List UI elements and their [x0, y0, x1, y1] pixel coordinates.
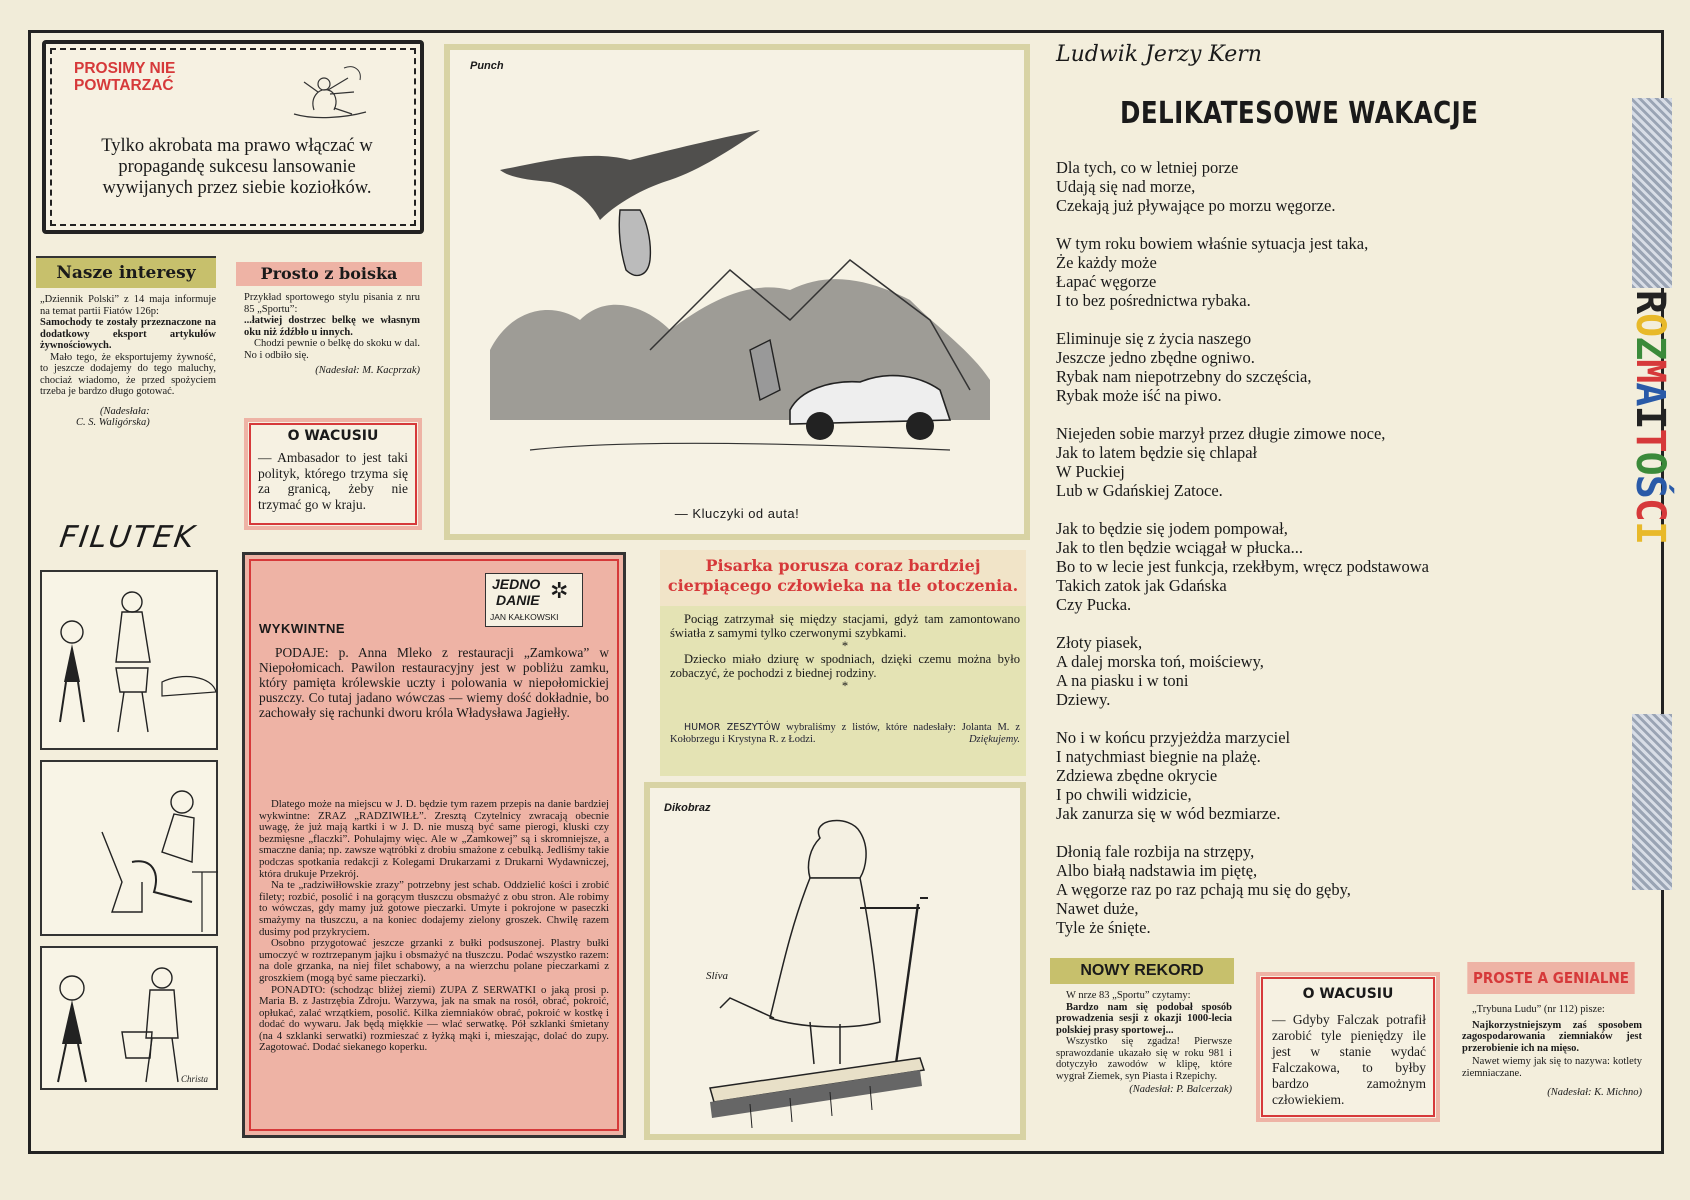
proste-genialne-sender: (Nadesłał: K. Michno) [1547, 1087, 1642, 1098]
humor-separator-1: * [841, 639, 849, 653]
rozmaitosci-letter: M [1627, 359, 1673, 383]
prosto-z-boiska-body: Chodzi pewnie o belkę do skoku w dal. No i odbiło się. [244, 338, 420, 361]
nowy-rekord-body: Wszystko się zgadza! Pierwsze sprawozdanie ukazało się w roku 981 i dotyczyło zawodów w klipę, które wygrał Ziemek, syn Piasta i Rzepichy. [1056, 1036, 1232, 1082]
jedno-danie-box [242, 552, 626, 1138]
poem-line: I to bez pośrednictwa rybaka. [1056, 291, 1251, 310]
prosto-z-boiska-section [236, 262, 424, 412]
poem-line: Łapać węgorze [1056, 272, 1157, 291]
filutek-logo: FILUTEK [57, 520, 199, 555]
proste-genialne-intro: „Trybuna Ludu” (nr 112) pisze: [1472, 1004, 1605, 1015]
poem-line: Zdziewa zbędne okrycie [1056, 766, 1218, 785]
jedno-danie-logo-line1: JEDNO [492, 576, 541, 592]
poem-line: Jak to latem będzie się chlapał [1056, 443, 1258, 462]
dikobraz-drawing [690, 808, 990, 1138]
poem-line: Rybak może iść na piwo. [1056, 386, 1222, 405]
jedno-danie-para1: Dlatego może na miejscu w J. D. będzie tym razem przepis na danie bardziej wykwintne: ZRAZ „RADZIWIŁŁ”. Zresztą Czytelnicy zwracają obecnie uwagę, że już mają kartki i w J. D. nie muszą być same pierogi, kluski czy bezmięsne „flaczki”. Pohulajmy więc. Ale w „Zamkowej” są i skromniejsze, a smaczne dania; np. zawsze wątróbki z drobiu smażone z cebulką. Jedliśmy takie podczas spotkania redakcji z Kolegami Drukarzami z Drukarni Wydawniczej, która drukuje Przekrój. [259, 798, 609, 880]
dikobraz-source: Dikobraz [664, 802, 711, 814]
humor-thanks: Dziękujemy. [968, 733, 1020, 745]
rozmaitosci-letter: I [1627, 405, 1673, 429]
filutek-panel-2-drawing [42, 762, 218, 936]
poem-line: Dłonią fale rozbija na strzępy, [1056, 842, 1255, 861]
proste-genialne-title: PROSTE A GENIALNE [1467, 962, 1634, 994]
filutek-panel-2 [40, 760, 218, 936]
poem-line: Jeszcze jedno zbędne ogniwo. [1056, 348, 1255, 367]
wacusiu-box-1 [244, 418, 422, 530]
wacusiu-2-title: O WACUSIU [1302, 986, 1394, 1002]
punch-caption: — Kluczyki od auta! [674, 506, 800, 521]
poem-line: Jak to będzie się jodem pompował, [1056, 519, 1288, 538]
filutek-panel-3 [40, 946, 218, 1090]
poem-stanza-7 [1056, 728, 1576, 823]
rozmaitosci-letter: Ś [1627, 474, 1673, 498]
humor-item-2: Dziecko miało dziurę w spodniach, dzięki czemu można było zobaczyć, że pochodzi z biednej rodziny. [670, 652, 1020, 680]
nasze-interesy-sender-name: C. S. Waligórska) [76, 417, 150, 428]
prosto-z-boiska-title: Prosto z boiska [236, 262, 422, 286]
nasze-interesy-title: Nasze interesy [36, 256, 216, 288]
poem-line: A węgorze raz po raz pchają mu się do gęby, [1056, 880, 1351, 899]
rozmaitosci-letter: C [1627, 497, 1673, 521]
punch-cartoon [444, 44, 1030, 540]
acrobat-drawing [274, 58, 384, 124]
humor-footer-text: wybraliśmy z listów, które nadesłały: Jolanta M. z Kołobrzegu i Krystyna R. z Łodzi. [670, 722, 1021, 745]
dikobraz-signature: Slíva [706, 970, 728, 982]
humor-separator-2: * [841, 679, 849, 693]
poem-stanza-8 [1056, 842, 1576, 937]
prosimy-box [42, 40, 424, 234]
wacusiu-box-2 [1256, 972, 1440, 1122]
poem-stanza-1 [1056, 158, 1576, 215]
rozmaitosci-bottom-bar [1632, 714, 1672, 890]
prosto-z-boiska-sender: (Nadesłał: M. Kacprzak) [315, 365, 420, 376]
punch-drawing [470, 90, 1010, 490]
poem-line: Rybak nam niepotrzebny do szczęścia, [1056, 367, 1312, 386]
rozmaitosci-letter: Z [1627, 336, 1673, 360]
filutek-panel-1 [40, 570, 218, 750]
jedno-danie-title: WYKWINTNE [259, 621, 346, 636]
poem-line: Czekają już pływające po morzu węgorze. [1056, 196, 1336, 215]
punch-source: Punch [470, 60, 504, 72]
rozmaitosci-letter: O [1627, 313, 1673, 337]
nowy-rekord-title: NOWY REKORD [1050, 958, 1234, 984]
poem-line: Niejeden sobie marzył przez długie zimowe noce, [1056, 424, 1386, 443]
rozmaitosci-letter: R [1627, 290, 1673, 314]
jedno-danie-lead: PODAJE: p. Anna Mleko z restauracji „Zamkowa” w Niepołomicach. Pawilon restauracyjny jest w pobliżu zamku, który pamięta królewskie uczty i polowania w niepołomickiej puszczy. Co tutaj jadano wówczas — wiemy dość dokładnie, bo zachowały się rachunki dworu króla Władysława Jagiełły. [259, 645, 609, 721]
prosimy-title-line2: POWTARZAĆ [74, 77, 174, 94]
wacusiu-1-text: — Ambasador to jest taki polityk, którego trzyma się za granicą, żeby nie trzymać go w kraju. [258, 450, 408, 512]
jedno-danie-para4: PONADTO: (schodząc bliżej ziemi) ZUPA Z SERWATKI o jaką prosi p. Maria B. z Jastrzębia Zdroju. Warzywa, jak na smak na rosół, obrać, pokroić, opłukać, zalać wrzątkiem, posolić. Kilka ziemniaków obrać, pokroić w kostkę i dodać do wywaru. Jak będą miękkie — wlać serwatkę. Pół szklanki śmietany (na 4 szklanki serwatki) rozmieszać z łyżką mąki i, mieszając, dolać do zupy. Zagotować. Dodać siekanego koperku. [259, 983, 609, 1054]
poem-stanza-4 [1056, 424, 1576, 500]
filutek-panel-3-drawing [42, 948, 218, 1090]
prosto-z-boiska-intro: Przykład sportowego stylu pisania z nru 85 „Sportu”: [244, 292, 420, 315]
humor-title: Pisarka porusza coraz bardziej cierpiącego człowieka na tle otoczenia. [660, 550, 1026, 606]
nasze-interesy-body: Mało tego, że eksportujemy żywność, to jeszcze dodajemy do tego maluchy, chociaż wiadomo, że przed spożyciem trzeba je bardzo długo gotować. [40, 351, 216, 397]
poem-line: Czy Pucka. [1056, 595, 1132, 614]
poem-line: Jak zanurza się w wód bezmiarze. [1056, 804, 1281, 823]
prosimy-title-line1: PROSIMY NIE [74, 60, 176, 77]
poem-line: W tym roku bowiem właśnie sytuacja jest taka, [1056, 234, 1369, 253]
nasze-interesy-sender-label: (Nadesłała: [100, 405, 150, 417]
poem-line: Jak to tlen będzie wciągał w płucka... [1056, 538, 1303, 557]
nowy-rekord-section [1050, 958, 1236, 1142]
prosimy-text: Tylko akrobata ma prawo włączać w propagandę sukcesu lansowanie wywijanych przez siebie koziołków. [101, 136, 373, 198]
humor-item-1: Pociąg zatrzymał się między stacjami, gdyż tam zamontowano światła z samymi tylko czerwonymi szybkami. [670, 612, 1020, 640]
poem-line: Dla tych, co w letniej porze [1056, 158, 1239, 177]
jedno-danie-logo-icon: ✲ [550, 578, 569, 603]
rozmaitosci-letter: T [1627, 428, 1673, 452]
poem-stanza-2 [1056, 234, 1576, 310]
humor-zeszytow-section [660, 550, 1028, 768]
poem-line: Nawet duże, [1056, 899, 1139, 918]
poem-line: A na piasku i w toni [1056, 671, 1189, 690]
jedno-danie-para3: Osobno przygotować jeszcze grzanki z bułki podsuszonej. Plastry bułki umoczyć w roztrzepanym jajku i obsmażyć na tłuszczu. Podać wszystko razem: na dole grzanka, na niej filet schabowy, a na wierzchu polane pieczarkami z groszkiem (mogą być same pieczarki). [259, 937, 609, 984]
wacusiu-2-text: — Gdyby Falczak potrafił zarobić tyle pieniędzy ile jest w stanie wydać Falczakowa, to byłby bardzo zamożnym człowiekiem. [1272, 1012, 1426, 1107]
poem-author: Ludwik Jerzy Kern [1056, 42, 1262, 67]
nasze-interesy-intro: „Dziennik Polski” z 14 maja informuje na temat partii Fiatów 126p: [40, 294, 216, 317]
proste-genialne-quote: Najkorzystniejszym zaś sposobem zagospodarowania ziemniaków jest przerobienie ich na mięso. [1462, 1019, 1642, 1054]
poem-line: I natychmiast biegnie na plażę. [1056, 747, 1261, 766]
rozmaitosci-top-bar [1632, 98, 1672, 288]
poem-line: Złoty piasek, [1056, 633, 1143, 652]
rozmaitosci-vertical-title [1628, 290, 1672, 714]
nasze-interesy-section [36, 256, 220, 496]
dikobraz-cartoon [644, 782, 1026, 1140]
nowy-rekord-intro: W nrze 83 „Sportu” czytamy: [1066, 990, 1191, 1001]
jedno-danie-logo [485, 573, 583, 627]
proste-genialne-body: Nawet wiemy jak się to nazywa: kotlety ziemniaczane. [1462, 1056, 1642, 1079]
poem-line: Że każdy może [1056, 253, 1157, 272]
rozmaitosci-letter: I [1627, 520, 1673, 545]
humor-footer-label: HUMOR ZESZYTÓW [684, 722, 781, 733]
poem-line: Tyle że śnięte. [1056, 918, 1151, 937]
rozmaitosci-letter: O [1627, 451, 1673, 475]
jedno-danie-author: JAN KAŁKOWSKI [490, 612, 559, 622]
nowy-rekord-sender: (Nadesłał: P. Balcerzak) [1129, 1084, 1232, 1095]
poem-line: Bo to w lecie jest funkcja, rzekłbym, wręcz podstawowa [1056, 557, 1429, 576]
poem-stanza-5 [1056, 519, 1576, 614]
proste-genialne-section [1456, 962, 1646, 1138]
prosto-z-boiska-quote: ...łatwiej dostrzec belkę we własnym oku niż źdźbło u innych. [244, 315, 420, 338]
poem-stanza-6 [1056, 633, 1576, 709]
nasze-interesy-quote: Samochody te zostały przeznaczone na dodatkowy eksport artykułów żywnościowych. [40, 317, 216, 351]
poem-line: Lub w Gdańskiej Zatoce. [1056, 481, 1223, 500]
filutek-strip [40, 570, 220, 1090]
poem-line: I po chwili widzicie, [1056, 785, 1192, 804]
rozmaitosci-letter: A [1627, 382, 1673, 406]
poem-stanza-3 [1056, 329, 1576, 405]
jedno-danie-para2: Na te „radziwiłłowskie zrazy” potrzebny jest schab. Oddzielić kości i zrobić filety; rozbić, posolić i na gorącym tłuszczu obsmażyć z obu stron. Ale robimy to wówczas, gdy mamy już gotowe pieczarki. Umyte i pokrojone w paseczki smażymy na tłuszczu, a na koniec dodajemy zielony groszek. Chwilę razem dusimy pod przykryciem. [259, 879, 609, 938]
filutek-signature: Christa [180, 1074, 208, 1084]
poem-line: Albo białą nadstawia im piętę, [1056, 861, 1258, 880]
poem-title: DELIKATESOWE WAKACJE [1120, 96, 1479, 131]
poem-line: A dalej morska toń, moiściewy, [1056, 652, 1264, 671]
poem-line: Takich zatok jak Gdańska [1056, 576, 1227, 595]
wacusiu-1-title: O WACUSIU [287, 428, 379, 444]
poem-line: W Puckiej [1056, 462, 1125, 481]
poem-body [1056, 158, 1576, 956]
poem-line: Udają się nad morze, [1056, 177, 1196, 196]
poem-line: No i w końcu przyjeżdża marzyciel [1056, 728, 1291, 747]
poem-line: Eliminuje się z życia naszego [1056, 329, 1252, 348]
nowy-rekord-quote: Bardzo nam się podobał sposób prowadzenia sesji z okazji 1000-lecia polskiej prasy sportowej... [1056, 1001, 1232, 1036]
jedno-danie-logo-line2: DANIE [496, 592, 540, 608]
poem-line: Dziewy. [1056, 690, 1111, 709]
filutek-panel-1-drawing [42, 572, 218, 750]
